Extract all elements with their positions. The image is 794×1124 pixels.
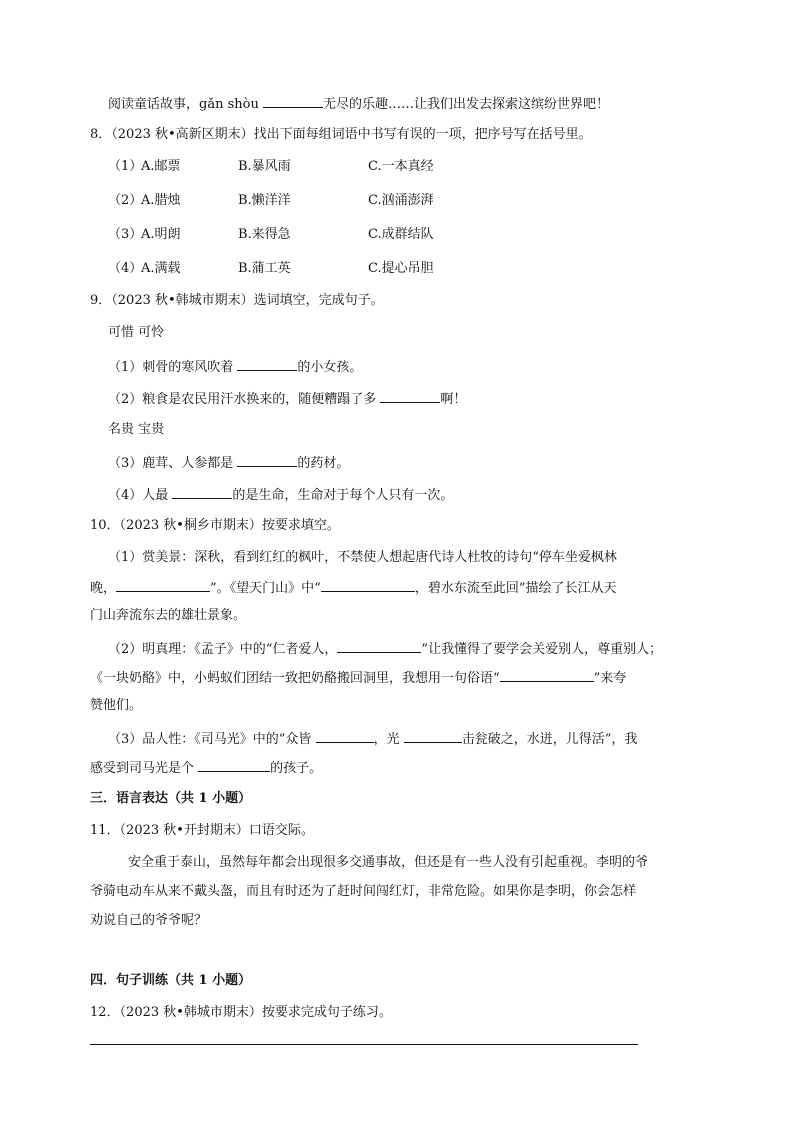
q9-sentence-3 xyxy=(108,452,349,474)
sentence-text: 感受到司马光是个 xyxy=(90,761,199,776)
answer-blank[interactable] xyxy=(316,728,374,743)
q10-part2-line3: 赞他们。 xyxy=(90,698,143,713)
q9-sentence-1 xyxy=(108,356,362,378)
sentence-text: 晚， xyxy=(90,581,117,596)
intro-line xyxy=(108,93,609,115)
q11-paragraph-line1: 安全重于泰山，虽然每年都会出现很多交通事故，但还是有一些人没有引起重视。李明的爷 xyxy=(128,855,649,870)
q10-part1-line3: 门山奔流东去的雄壮景象。 xyxy=(90,608,247,623)
question-10-stem: 10．（2023 秋•桐乡市期末）按要求填空。 xyxy=(90,518,340,533)
sentence-text: ”让我懂得了要学会关爱别人，尊重别人； xyxy=(421,642,663,657)
sentence-text: （4）人最 xyxy=(108,488,173,503)
q10-part3-line2 xyxy=(90,757,322,779)
sentence-text: 击瓮破之，水迸，儿得活”，我 xyxy=(461,732,638,747)
sentence-text: 的小女孩。 xyxy=(297,360,363,375)
answer-blank[interactable] xyxy=(380,388,440,403)
q9-sentence-2 xyxy=(108,388,466,410)
sentence-text: 《一块奶酪》中，小蚂蚁们团结一致把奶酪搬回洞里，我想用一句俗语“ xyxy=(90,671,500,686)
option-b: B.暴风雨 xyxy=(238,159,291,174)
sentence-text: 的药材。 xyxy=(297,456,350,471)
sentence-text: ”。《望天门山》中“ xyxy=(210,581,321,596)
question-8-stem: 8．（2023 秋•高新区期末）找出下面每组词语中书写有误的一项，把序号写在括号里。 xyxy=(90,127,592,142)
answer-blank[interactable] xyxy=(198,757,270,772)
question-12-stem: 12．（2023 秋•韩城市期末）按要求完成句子练习。 xyxy=(90,1005,392,1020)
sentence-text: ”来夸 xyxy=(593,671,627,686)
q11-paragraph-line2: 爷骑电动车从来不戴头盔，而且有时还为了赶时间闯红灯，非常危险。如果你是李明，你会怎样 xyxy=(90,884,637,899)
option-c: C.提心吊胆 xyxy=(368,261,434,276)
answer-blank[interactable] xyxy=(116,577,210,592)
answer-blank[interactable] xyxy=(172,484,232,499)
answer-blank[interactable] xyxy=(237,452,297,467)
group-number: （3） xyxy=(108,227,143,242)
answer-blank[interactable] xyxy=(404,728,462,743)
answer-line[interactable] xyxy=(90,1044,638,1045)
sentence-text: （1）刺骨的寒风吹着 xyxy=(108,360,238,375)
group-number: （4） xyxy=(108,261,143,276)
q11-paragraph-line3: 劝说自己的爷爷呢？ xyxy=(90,913,208,928)
q10-part1-line1: （1）赏美景：深秋，看到红红的枫叶，不禁使人想起唐代诗人杜牧的诗句“停车坐爱枫林 xyxy=(108,550,617,565)
answer-blank[interactable] xyxy=(500,667,594,682)
sentence-text: （3）鹿茸、人参都是 xyxy=(108,456,238,471)
option-a: A.满载 xyxy=(141,261,181,276)
sentence-text: ，光 xyxy=(373,732,404,747)
intro-text: 阅读童话故事， xyxy=(108,97,200,112)
q10-part2-line1 xyxy=(108,638,662,660)
q10-part3-line1 xyxy=(108,728,637,750)
option-b: B.蒲工英 xyxy=(238,261,291,276)
answer-blank[interactable] xyxy=(237,356,297,371)
pinyin-text: gǎn shòu xyxy=(199,97,259,112)
option-b: B.懒洋洋 xyxy=(238,193,291,208)
q9-sentence-4 xyxy=(108,484,453,506)
sentence-text: ，碧水东流至此回”描绘了长江从天 xyxy=(414,581,617,596)
q10-part1-line2 xyxy=(90,577,616,599)
sentence-text: （2）明真理：《孟子》中的“仁者爱人， xyxy=(108,642,338,657)
group-number: （2） xyxy=(108,193,143,208)
section-3-title: 三．语言表达（共 1 小题） xyxy=(90,791,252,806)
question-9-stem: 9．（2023 秋•韩城市期末）选词填空，完成句子。 xyxy=(90,293,384,308)
sentence-text: （2）粮食是农民用汗水换来的，随便糟蹋了多 xyxy=(108,392,381,407)
option-c: C.汹涌澎湃 xyxy=(368,193,434,208)
section-4-title: 四．句子训练（共 1 小题） xyxy=(90,973,252,988)
q10-part2-line2 xyxy=(90,667,626,689)
answer-blank[interactable] xyxy=(263,93,323,108)
sentence-text: 的孩子。 xyxy=(270,761,323,776)
option-b: B.来得急 xyxy=(238,227,291,242)
word-choices-2: 名贵 宝贵 xyxy=(108,422,165,437)
option-c: C.成群结队 xyxy=(368,227,434,242)
intro-text-2: 无尽的乐趣……让我们出发去探索这缤纷世界吧！ xyxy=(322,97,609,112)
option-a: A.明朗 xyxy=(141,227,181,242)
sentence-text: （3）品人性：《司马光》中的”众皆 xyxy=(108,732,316,747)
word-choices-1: 可惜 可怜 xyxy=(108,325,165,340)
option-a: A.腊烛 xyxy=(141,193,181,208)
option-c: C.一本真经 xyxy=(368,159,434,174)
group-number: （1） xyxy=(108,159,143,174)
option-a: A.邮票 xyxy=(141,159,181,174)
answer-blank[interactable] xyxy=(321,577,415,592)
question-11-stem: 11．（2023 秋•开封期末）口语交际。 xyxy=(90,823,314,838)
answer-blank[interactable] xyxy=(337,638,421,653)
sentence-text: 的是生命，生命对于每个人只有一次。 xyxy=(232,488,454,503)
sentence-text: 啊！ xyxy=(440,392,467,407)
